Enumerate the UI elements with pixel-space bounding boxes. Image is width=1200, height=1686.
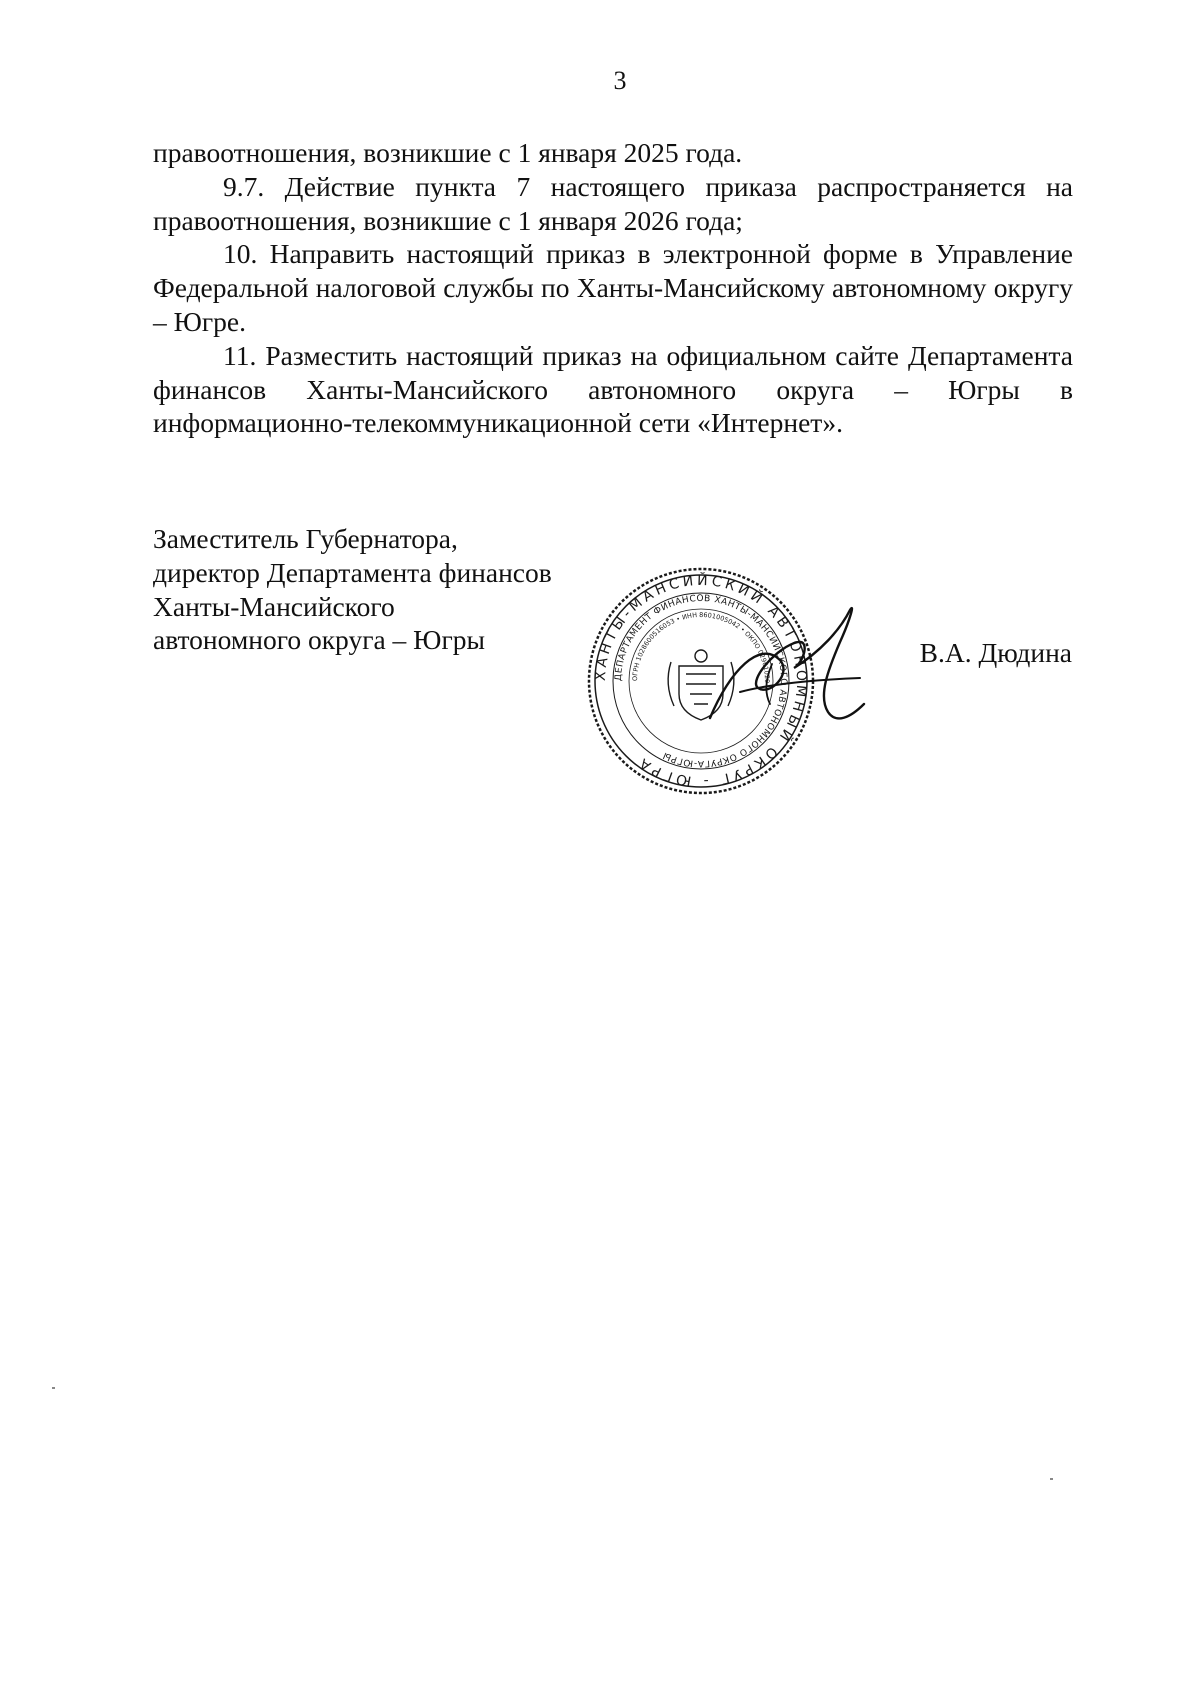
stamp-inner-text: ДЕПАРТАМЕНТ ФИНАНСОВ ХАНТЫ-МАНСИЙСКОГО АВТОНОМНОГО ОКРУГА-ЮГРЫ <box>613 593 789 769</box>
signatory-title-line: автономного округа – Югры <box>153 624 485 656</box>
page-number: 3 <box>613 66 627 95</box>
signatory-name: В.А. Дюдина <box>919 637 1072 668</box>
paragraph-11: 11. Разместить настоящий приказ на официальном сайте Департамента финансов Ханты-Мансийского автономного округа – Югры в информационно-телекоммуникационной сети «Интернет». <box>153 339 1073 439</box>
paragraph-9-7: 9.7. Действие пункта 7 настоящего приказа распространяется на правоотношения, возникшие с 1 января 2026 года; <box>153 170 1073 236</box>
handwritten-signature <box>700 600 870 750</box>
signatory-title-line: директор Департамента финансов <box>153 556 552 588</box>
stamp-codes-text: ОГРН 1028600516053 • ИНН 8601005042 • ОКПО 02961020 <box>630 610 772 684</box>
stamp-outer-text: ХАНТЫ-МАНСИЙСКИЙ АВТОНОМНЫЙ ОКРУГ - ЮГРА <box>592 572 810 790</box>
paragraph-continuation: правоотношения, возникшие с 1 января 2025 года. <box>153 137 743 168</box>
paragraph-10: 10. Направить настоящий приказ в электронной форме в Управление Федеральной налоговой службы по Ханты-Мансийскому автономному округу – Югре. <box>153 238 1073 337</box>
scan-speck <box>52 1387 55 1389</box>
signatory-title <box>153 522 552 657</box>
document-body <box>153 136 1073 440</box>
signatory-title-line: Ханты-Мансийского <box>153 590 395 622</box>
scan-speck <box>1050 1478 1053 1480</box>
signatory-title-line: Заместитель Губернатора, <box>153 523 458 554</box>
